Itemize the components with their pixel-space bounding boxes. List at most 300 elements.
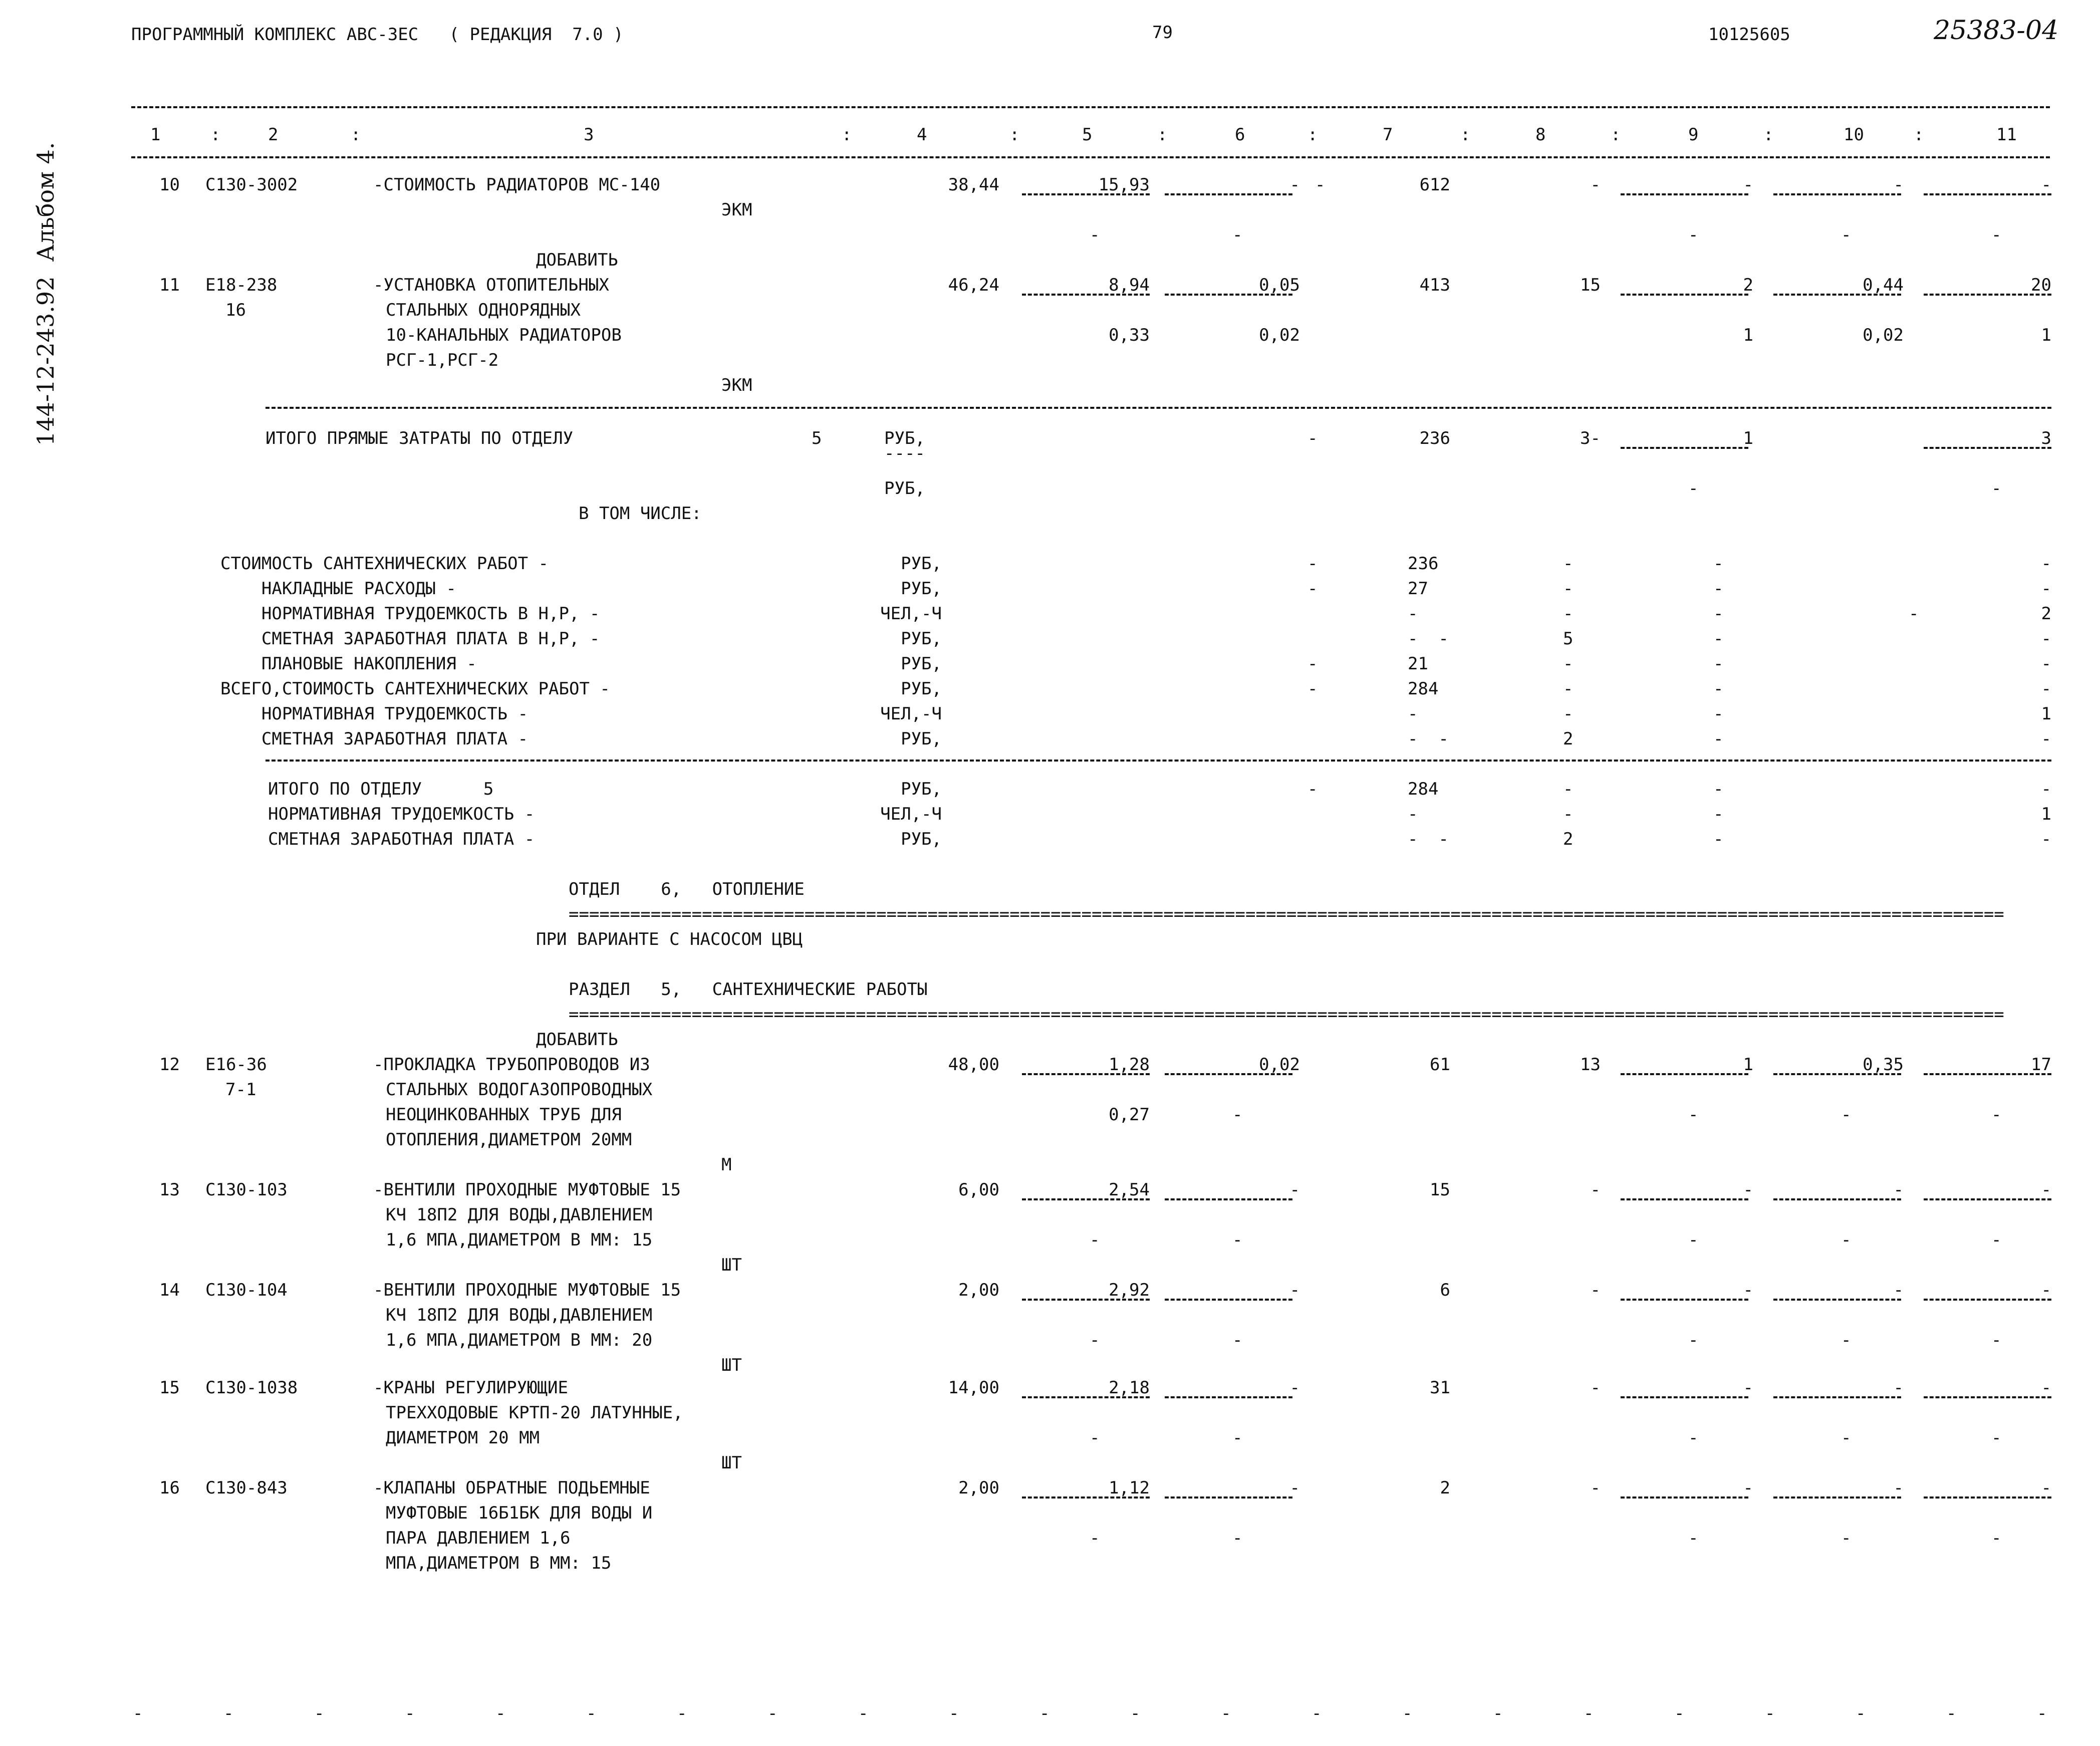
section-underline: ============================================================================================================================================ [569,1005,2004,1025]
breakdown-row-c7: 27 [1408,579,1428,599]
totals-direct-c7: 236 [1419,428,1450,448]
item-11-subrule [1621,294,1748,296]
breakdown-row-label: НОРМАТИВНАЯ ТРУДОЕМКОСТЬ - [220,704,529,724]
breakdown-row-c9: - [1713,554,1724,574]
breakdown-row-c8: - [1563,654,1573,674]
item-16-description-line: МУФТОВЫЕ 16Б1БК ДЛЯ ВОДЫ И [386,1503,653,1523]
footer-mark: - [314,1703,325,1723]
dept-total-row-c9: - [1713,804,1724,824]
item-16-c9s: - [1688,1528,1699,1548]
item-11-c5: 8,94 [1109,275,1150,295]
item-14-c4: 2,00 [958,1280,999,1300]
page-number: 79 [1152,23,1173,43]
including-label: В ТОМ ЧИСЛЕ: [579,504,702,524]
item-10-c11: - [2041,175,2051,195]
footer-mark: - [767,1703,778,1723]
item-11-subrule [1022,294,1150,296]
item-12-code-suffix: 7-1 [225,1080,256,1100]
item-13-subrule [1621,1198,1748,1200]
footer-mark: - [1221,1703,1231,1723]
breakdown-row-c9: - [1713,679,1724,699]
item-15-c7: 31 [1430,1378,1450,1398]
item-13-description-line: -ВЕНТИЛИ ПРОХОДНЫЕ МУФТОВЫЕ 15 [373,1180,681,1200]
item-14-subrule [1165,1299,1292,1301]
department-heading: ОТДЕЛ 6, ОТОПЛЕНИЕ [569,879,805,899]
item-13-c5s: - [1090,1230,1100,1250]
item-16-c11: - [2041,1478,2051,1498]
item-15-c9s: - [1688,1428,1699,1448]
breakdown-row-c11: - [2041,729,2051,749]
item-10-code: С130-3002 [205,175,298,195]
breakdown-row-c8: 5 [1563,629,1573,649]
item-10-c6b: - [1315,175,1326,195]
footer-mark: - [133,1703,143,1723]
footer-mark: - [223,1703,234,1723]
breakdown-row-c9: - [1713,604,1724,624]
item-14-c11s: - [1991,1330,2002,1350]
item-15-subrule [1773,1396,1901,1398]
item-16-c7: 2 [1440,1478,1450,1498]
dept-total-row-unit: РУБ, [901,829,942,849]
breakdown-row-c9: - [1713,654,1724,674]
item-15-number: 15 [159,1378,180,1398]
breakdown-row-unit: РУБ, [901,579,942,599]
item-11-c9: 2 [1743,275,1753,295]
item-16-c10s: - [1841,1528,1852,1548]
item-13-c10: - [1893,1180,1904,1200]
footer-mark: - [1402,1703,1413,1723]
totals-dept-rule [266,760,2051,762]
dept-total-row-c8: - [1563,804,1573,824]
breakdown-row-label: СМЕТНАЯ ЗАРАБОТНАЯ ПЛАТА В Н,Р, - [220,629,600,649]
footer-mark: - [495,1703,506,1723]
breakdown-row-c6: - [1307,554,1318,574]
item-10-c5s: - [1090,225,1100,245]
item-16-c6s: - [1232,1528,1243,1548]
breakdown-row-c11: 1 [2041,704,2051,724]
totals-direct-c9: 1 [1743,428,1753,448]
item-10-c10s: - [1841,225,1852,245]
item-15-c8: - [1590,1378,1601,1398]
item-11-code: Е18-238 [205,275,278,295]
item-16-description-line: МПА,ДИАМЕТРОМ В ММ: 15 [386,1553,612,1573]
item-12-c4: 48,00 [948,1055,999,1075]
breakdown-row-c11: 2 [2041,604,2051,624]
item-11-code-suffix: 16 [225,300,246,320]
breakdown-row-unit: РУБ, [901,679,942,699]
item-11-subrule [1165,294,1292,296]
breakdown-row-unit: ЧЕЛ,-Ч [880,604,942,624]
footer-mark: - [858,1703,869,1723]
column-header-5: 5 [1082,125,1093,145]
dept-total-row-c11: 1 [2041,804,2051,824]
footer-mark: - [1584,1703,1594,1723]
item-11-description-line: РСГ-1,РСГ-2 [386,350,499,370]
item-16-description-line: ПАРА ДАВЛЕНИЕМ 1,6 [386,1528,571,1548]
breakdown-row-label: ВСЕГО,СТОИМОСТЬ САНТЕХНИЧЕСКИХ РАБОТ - [220,679,610,699]
item-12-c6: 0,02 [1259,1055,1300,1075]
item-16-subrule [1924,1496,2051,1499]
column-separator: : [351,125,361,145]
item-11-c6s: 0,02 [1259,325,1300,345]
item-13-c9s: - [1688,1230,1699,1250]
item-15-description-line: -КРАНЫ РЕГУЛИРУЮЩИЕ [373,1378,568,1398]
breakdown-row-c11: - [2041,629,2051,649]
item-10-c10: - [1893,175,1904,195]
item-15-unit: ШТ [721,1453,742,1473]
column-separator: : [210,125,221,145]
item-15-c6: - [1289,1378,1300,1398]
item-14-c9s: - [1688,1330,1699,1350]
item-13-c4: 6,00 [958,1180,999,1200]
item-11-description-line: 10-КАНАЛЬНЫХ РАДИАТОРОВ [386,325,622,345]
item-13-description-line: 1,6 МПА,ДИАМЕТРОМ В ММ: 15 [386,1230,653,1250]
item-10-c9s: - [1688,225,1699,245]
breakdown-row-c11: - [2041,654,2051,674]
breakdown-row-unit: РУБ, [901,629,942,649]
item-13-c5: 2,54 [1109,1180,1150,1200]
totals-top-rule [266,407,2051,409]
item-15-subrule [1621,1396,1748,1398]
dept-total-row-c9: - [1713,829,1724,849]
item-10-subrule [1924,193,2051,195]
item-14-c10s: - [1841,1330,1852,1350]
item-14-c10: - [1893,1280,1904,1300]
footer-mark: - [1765,1703,1775,1723]
totals-direct-unit: РУБ, [884,428,925,448]
item-15-c9: - [1743,1378,1753,1398]
dept-total-row-c7: - [1408,804,1418,824]
section-heading: РАЗДЕЛ 5, САНТЕХНИЧЕСКИЕ РАБОТЫ [569,979,928,1000]
column-separator: : [1611,125,1621,145]
add-label: ДОБАВИТЬ [536,1030,618,1050]
item-12-c8: 13 [1580,1055,1601,1075]
dept-total-row-label: СМЕТНАЯ ЗАРАБОТНАЯ ПЛАТА - [268,829,535,849]
item-12-c5s: 0,27 [1109,1105,1150,1125]
item-14-c11: - [2041,1280,2051,1300]
item-13-subrule [1773,1198,1901,1200]
item-14-c7: 6 [1440,1280,1450,1300]
item-12-c9s: - [1688,1105,1699,1125]
breakdown-row-label: СМЕТНАЯ ЗАРАБОТНАЯ ПЛАТА - [220,729,529,749]
item-15-c5s: - [1090,1428,1100,1448]
totals-direct-subrule [1924,447,2051,449]
totals-direct-c9s: - [1688,478,1699,498]
item-13-description-line: КЧ 18П2 ДЛЯ ВОДЫ,ДАВЛЕНИЕМ [386,1205,653,1225]
item-12-description-line: НЕОЦИНКОВАННЫХ ТРУБ ДЛЯ [386,1105,622,1125]
table-top-rule [131,106,2050,108]
totals-direct-subrule [1621,447,1748,449]
item-16-c8: - [1590,1478,1601,1498]
item-16-c11s: - [1991,1528,2002,1548]
item-13-subrule [1165,1198,1292,1200]
item-15-description-line: ТРЕХХОДОВЫЕ КРТП-20 ЛАТУННЫЕ, [386,1403,683,1423]
item-15-description-line: ДИАМЕТРОМ 20 ММ [386,1428,540,1448]
breakdown-row-c6: - [1307,654,1318,674]
item-11-c11s: 1 [2041,325,2051,345]
column-header-10: 10 [1844,125,1864,145]
breakdown-row-label: НАКЛАДНЫЕ РАСХОДЫ - [220,579,456,599]
item-13-c10s: - [1841,1230,1852,1250]
breakdown-row-c8: - [1563,604,1573,624]
totals-direct-c11: 3 [2041,428,2051,448]
breakdown-row-c8: - [1563,679,1573,699]
item-10-number: 10 [159,175,180,195]
item-13-subrule [1022,1198,1150,1200]
item-10-description-line: -СТОИМОСТЬ РАДИАТОРОВ МС-140 [373,175,661,195]
item-13-c7: 15 [1430,1180,1450,1200]
item-14-description-line: КЧ 18П2 ДЛЯ ВОДЫ,ДАВЛЕНИЕМ [386,1305,653,1325]
breakdown-row-c11: - [2041,579,2051,599]
item-14-description-line: -ВЕНТИЛИ ПРОХОДНЫЕ МУФТОВЫЕ 15 [373,1280,681,1300]
column-separator: : [1307,125,1318,145]
item-12-subrule [1621,1073,1748,1075]
item-11-description-line: СТАЛЬНЫХ ОДНОРЯДНЫХ [386,300,581,320]
item-15-c4: 14,00 [948,1378,999,1398]
item-16-subrule [1022,1496,1150,1499]
dept-total-row-c8: 2 [1563,829,1573,849]
column-header-2: 2 [268,125,279,145]
footer-mark: - [1039,1703,1050,1723]
item-10-subrule [1022,193,1150,195]
item-13-c8: - [1590,1180,1601,1200]
item-14-c8: - [1590,1280,1601,1300]
item-10-c5: 15,93 [1098,175,1150,195]
item-13-unit: ШТ [721,1255,742,1275]
item-13-c9: - [1743,1180,1753,1200]
footer-mark: - [2037,1703,2047,1723]
footer-mark: - [1946,1703,1957,1723]
footer-mark: - [949,1703,959,1723]
item-15-c10: - [1893,1378,1904,1398]
column-separator: : [1914,125,1924,145]
item-16-subrule [1773,1496,1901,1499]
dept-total-row-c7: 284 [1408,779,1439,799]
totals-direct-dept: 5 [812,428,822,448]
column-header-11: 11 [1996,125,2017,145]
program-header: ПРОГРАММНЫЙ КОМПЛЕКС АВС-3ЕС ( РЕДАКЦИЯ 7.0 ) [131,25,624,45]
item-11-subrule [1924,294,2051,296]
item-11-c5s: 0,33 [1109,325,1150,345]
item-14-unit: ШТ [721,1355,742,1375]
item-11-c11: 20 [2031,275,2051,295]
item-16-subrule [1165,1496,1292,1499]
item-12-unit: М [721,1155,732,1175]
breakdown-row-label: НОРМАТИВНАЯ ТРУДОЕМКОСТЬ В Н,Р, - [220,604,600,624]
department-underline: ============================================================================================================================================ [569,904,2004,924]
item-13-subrule [1924,1198,2051,1200]
totals-direct-label: ИТОГО ПРЯМЫЕ ЗАТРАТЫ ПО ОТДЕЛУ [266,428,574,448]
item-12-c10: 0,35 [1863,1055,1904,1075]
item-14-c6: - [1289,1280,1300,1300]
column-header-1: 1 [150,125,161,145]
breakdown-row-c7: 284 [1408,679,1439,699]
column-header-3: 3 [584,125,594,145]
item-16-c10: - [1893,1478,1904,1498]
breakdown-row-c9: - [1713,629,1724,649]
item-11-c8: 15 [1580,275,1601,295]
totals-direct-c8: 3- [1580,428,1601,448]
footer-mark: - [1130,1703,1141,1723]
item-13-number: 13 [159,1180,180,1200]
column-separator: : [1157,125,1168,145]
item-16-code: С130-843 [205,1478,288,1498]
item-15-subrule [1924,1396,2051,1398]
item-10-c11s: - [1991,225,2002,245]
item-12-subrule [1773,1073,1901,1075]
item-11-c4: 46,24 [948,275,999,295]
dept-total-row-c9: - [1713,779,1724,799]
item-12-c11s: - [1991,1105,2002,1125]
item-10-c8: - [1590,175,1601,195]
breakdown-row-c8: - [1563,704,1573,724]
column-header-7: 7 [1383,125,1393,145]
breakdown-row-c8: - [1563,554,1573,574]
totals-direct-dash: ---- [884,443,925,463]
breakdown-row-label: СТОИМОСТЬ САНТЕХНИЧЕСКИХ РАБОТ - [220,554,549,574]
column-header-9: 9 [1688,125,1699,145]
breakdown-row-c11: - [2041,679,2051,699]
item-14-subrule [1621,1299,1748,1301]
breakdown-row-c8: 2 [1563,729,1573,749]
column-separator: : [1460,125,1471,145]
totals-direct-unit2: РУБ, [884,478,925,498]
dept-total-row-label: ИТОГО ПО ОТДЕЛУ 5 [268,779,494,799]
totals-direct-c11s: - [1991,478,2002,498]
breakdown-row-unit: ЧЕЛ,-Ч [880,704,942,724]
footer-mark: - [677,1703,687,1723]
dept-total-row-c11: - [2041,829,2051,849]
doc-code: 10125605 [1708,25,1790,45]
column-header-6: 6 [1235,125,1245,145]
item-10-unit: ЭКМ [721,200,752,220]
footer-mark: - [1493,1703,1503,1723]
item-16-subrule [1621,1496,1748,1499]
item-11-c10s: 0,02 [1863,325,1904,345]
item-15-subrule [1022,1396,1150,1398]
item-15-subrule [1165,1396,1292,1398]
item-11-subrule [1773,294,1901,296]
item-12-subrule [1924,1073,2051,1075]
item-11-c6: 0,05 [1259,275,1300,295]
item-13-code: С130-103 [205,1180,288,1200]
side-stamp: 144-12-243.92 Альбом 4. [32,142,59,446]
item-12-number: 12 [159,1055,180,1075]
item-16-c5: 1,12 [1109,1478,1150,1498]
breakdown-row-c8: - [1563,579,1573,599]
item-11-number: 11 [159,275,180,295]
item-11-c7: 413 [1419,275,1450,295]
breakdown-row-c7: - [1408,704,1418,724]
table-header-rule [131,156,2050,158]
item-11-add-label: ДОБАВИТЬ [536,250,618,270]
dept-total-row-c7: - - [1408,829,1449,849]
item-16-c4: 2,00 [958,1478,999,1498]
item-10-subrule [1773,193,1901,195]
item-16-c9: - [1743,1478,1753,1498]
dept-total-row-c8: - [1563,779,1573,799]
column-separator: : [842,125,852,145]
item-12-c7: 61 [1430,1055,1450,1075]
item-16-c5s: - [1090,1528,1100,1548]
item-12-code: Е16-36 [205,1055,267,1075]
item-13-c11: - [2041,1180,2051,1200]
dept-total-row-label: НОРМАТИВНАЯ ТРУДОЕМКОСТЬ - [268,804,535,824]
breakdown-row-unit: РУБ, [901,729,942,749]
item-11-description-line: -УСТАНОВКА ОТОПИТЕЛЬНЫХ [373,275,609,295]
item-10-subrule [1165,193,1292,195]
breakdown-row-c7: 21 [1408,654,1428,674]
item-16-description-line: -КЛАПАНЫ ОБРАТНЫЕ ПОДЬЕМНЫЕ [373,1478,650,1498]
item-12-c11: 17 [2031,1055,2051,1075]
doc-number: 25383-04 [1934,16,2059,46]
breakdown-row-unit: РУБ, [901,654,942,674]
item-15-code: С130-1038 [205,1378,298,1398]
breakdown-row-label: ПЛАНОВЫЕ НАКОПЛЕНИЯ - [220,654,477,674]
breakdown-row-c6: - [1307,579,1318,599]
variant-heading: ПРИ ВАРИАНТЕ С НАСОСОМ ЦВЦ [536,929,803,949]
item-12-c6s: - [1232,1105,1243,1125]
item-12-c10s: - [1841,1105,1852,1125]
item-15-c6s: - [1232,1428,1243,1448]
breakdown-row-c7: - [1408,604,1418,624]
item-14-c5: 2,92 [1109,1280,1150,1300]
breakdown-row-c7: - - [1408,629,1449,649]
item-12-description-line: СТАЛЬНЫХ ВОДОГАЗОПРОВОДНЫХ [386,1080,653,1100]
item-12-description-line: -ПРОКЛАДКА ТРУБОПРОВОДОВ ИЗ [373,1055,650,1075]
footer-mark: - [586,1703,597,1723]
totals-direct-c6: - [1307,428,1318,448]
item-14-c9: - [1743,1280,1753,1300]
breakdown-row-unit: РУБ, [901,554,942,574]
breakdown-row-c9: - [1713,729,1724,749]
breakdown-row-c11: - [2041,554,2051,574]
breakdown-row-c7: - - [1408,729,1449,749]
item-14-c5s: - [1090,1330,1100,1350]
dept-total-row-c11: - [2041,779,2051,799]
item-10-subrule [1621,193,1748,195]
item-16-c6: - [1289,1478,1300,1498]
item-14-number: 14 [159,1280,180,1300]
item-11-c10: 0,44 [1863,275,1904,295]
item-11-c9s: 1 [1743,325,1753,345]
item-10-c7: 612 [1419,175,1450,195]
item-12-c5: 1,28 [1109,1055,1150,1075]
column-separator: : [1009,125,1020,145]
breakdown-row-c9: - [1713,704,1724,724]
item-11-unit: ЭКМ [721,375,752,395]
column-header-8: 8 [1535,125,1546,145]
item-15-c10s: - [1841,1428,1852,1448]
item-15-c11: - [2041,1378,2051,1398]
breakdown-row-c9: - [1713,579,1724,599]
footer-mark: - [1674,1703,1685,1723]
item-14-code: С130-104 [205,1280,288,1300]
item-13-c6s: - [1232,1230,1243,1250]
footer-mark: - [405,1703,415,1723]
item-12-subrule [1022,1073,1150,1075]
item-16-number: 16 [159,1478,180,1498]
item-13-c6: - [1289,1180,1300,1200]
footer-mark: - [1311,1703,1322,1723]
column-separator: : [1763,125,1774,145]
item-14-subrule [1022,1299,1150,1301]
item-15-c5: 2,18 [1109,1378,1150,1398]
column-header-4: 4 [917,125,927,145]
item-14-c6s: - [1232,1330,1243,1350]
breakdown-row-c10: - [1909,604,1919,624]
dept-total-row-c6: - [1307,779,1318,799]
